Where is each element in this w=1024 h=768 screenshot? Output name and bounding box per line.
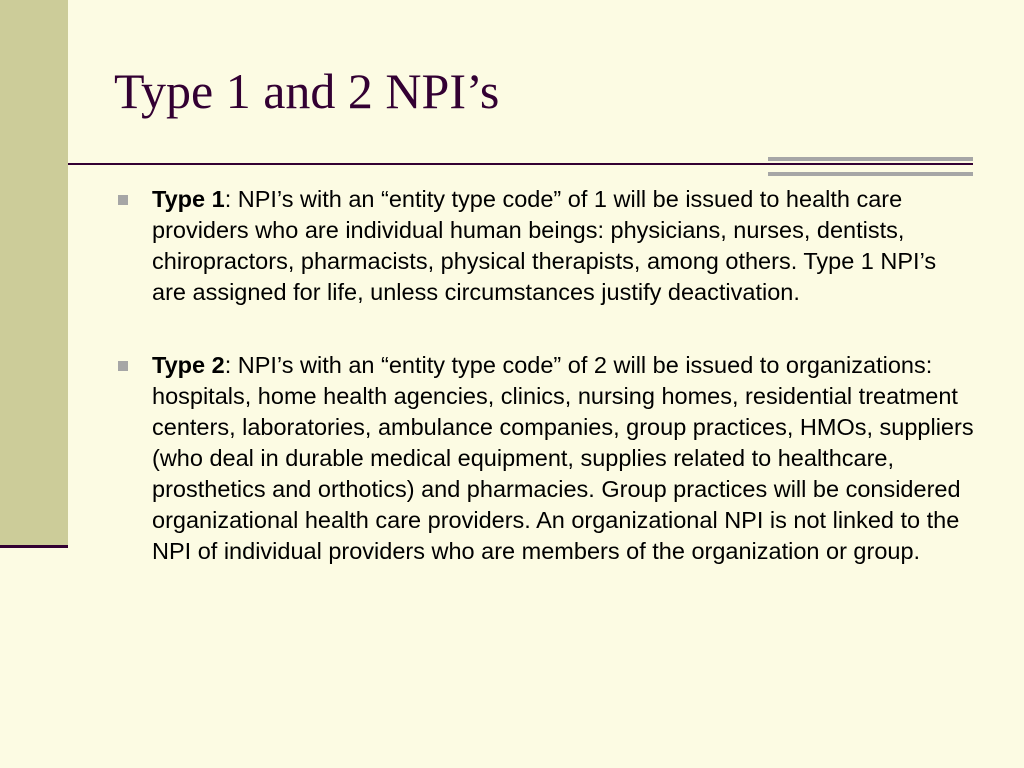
bullet-text: : NPI’s with an “entity type code” of 1 will be issued to health care providers who are individual human beings: physicians, nurses, dentists, chiropractors, pharmacists, physical therapists, among others. Type 1 NPI’s are assigned for life, unless circumstances justify deactivation.	[152, 186, 937, 305]
bullet-item-type-1	[114, 184, 974, 308]
left-decorative-band	[0, 0, 68, 545]
title-rule	[68, 163, 768, 165]
bullet-list	[114, 184, 974, 609]
slide-title: Type 1 and 2 NPI’s	[114, 63, 500, 119]
bullet-term: Type 1	[152, 186, 225, 212]
square-bullet-icon	[118, 361, 128, 371]
bullet-term: Type 2	[152, 352, 225, 378]
left-band-underline	[0, 545, 68, 548]
title-rule-gray-bar-bottom	[768, 172, 973, 176]
title-rule-accent-segment	[768, 163, 973, 165]
title-rule-gray-bar-top	[768, 157, 973, 161]
bullet-item-type-2	[114, 350, 974, 567]
square-bullet-icon	[118, 195, 128, 205]
bullet-text: : NPI’s with an “entity type code” of 2 will be issued to organizations: hospitals, home health agencies, clinics, nursing homes, residential treatment centers, laboratories, ambulance companies, group practices, HMOs, suppliers (who deal in durable medical equipment, supplies related to healthcare, prosthetics and orthotics) and pharmacies. Group practices will be considered organizational health care providers. An organizational NPI is not linked to the NPI of individual providers who are members of the organization or group.	[152, 352, 974, 564]
